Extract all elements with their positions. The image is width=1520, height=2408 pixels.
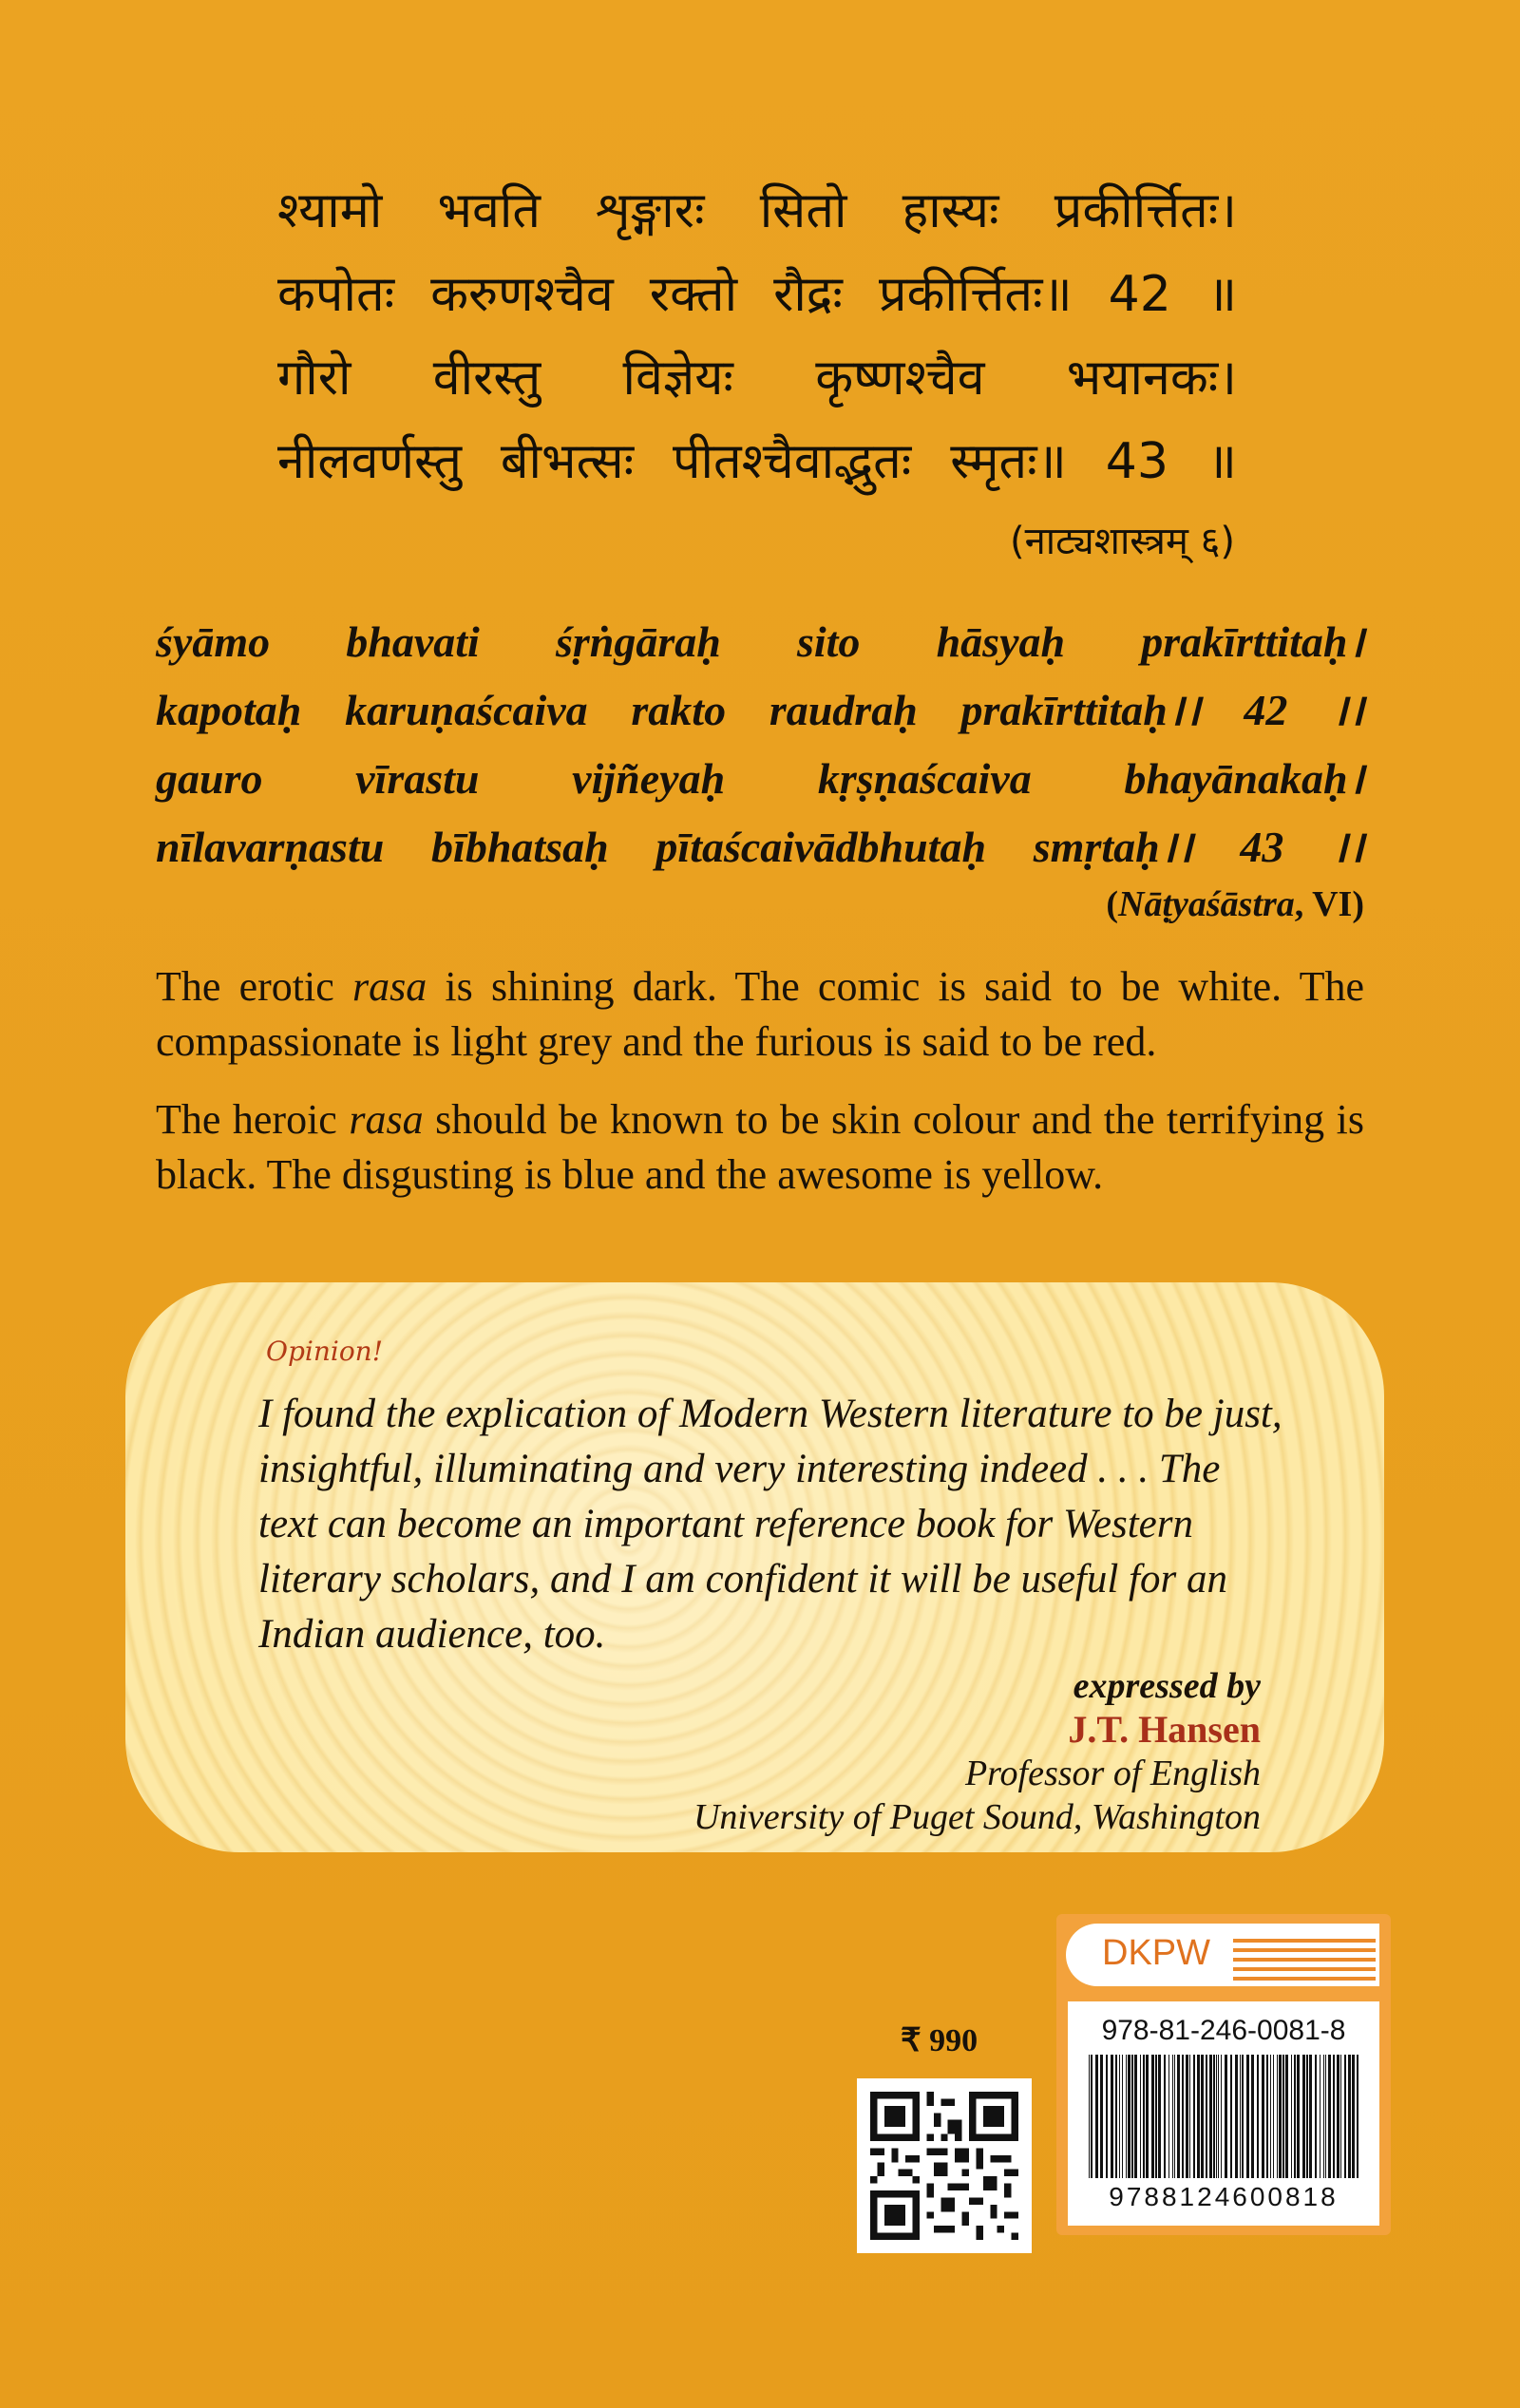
verse-line: gauro vīrastu vijñeyaḥ kṛṣṇaścaiva bhayānakaḥ। (156, 754, 1364, 803)
publisher-logo: DKPW (1102, 1933, 1210, 1973)
isbn-card (1068, 2001, 1379, 2226)
isbn-block (1056, 1914, 1391, 2235)
verse-line: नीलवर्णस्तु बीभत्सः पीतश्चैवाद्भुतः स्मृतः॥ 43 ॥ (277, 420, 1237, 503)
publisher-tab (1066, 1924, 1379, 1986)
barcode-digits: 9788124600818 (1109, 2182, 1339, 2211)
verse-line: kapotaḥ karuṇaścaiva rakto raudraḥ prakīrttitaḥ।। 42 ।। (156, 676, 1364, 745)
translation-paragraph: The erotic rasa is shining dark. The comic is said to be white. The compassionate is light grey and the furious is said to be red. (156, 963, 1364, 1065)
verse-number: 42 (1108, 266, 1171, 323)
opinion-quote: I found the explication of Modern Western literature to be just, insightful, illuminating and very interesting indeed . . . The text can become an important reference book for Western literary scholars, and I am confident it will be useful for an Indian audience, too. (258, 1392, 1282, 1657)
expressed-by: expressed by (1073, 1666, 1261, 1706)
sanskrit-verse-devanagari (277, 169, 1237, 503)
verse-number: 43 (1105, 433, 1168, 490)
publisher-lines (1233, 1939, 1376, 1986)
barcode-icon (1089, 2055, 1358, 2178)
devanagari-source: (नाट्यशास्त्रम् ६) (1009, 520, 1235, 563)
reviewer-institution: University of Puget Sound, Washington (693, 1797, 1261, 1837)
verse-line: कपोतः करुणश्चैव रक्तो रौद्रः प्रकीर्त्तितः॥ 42 ॥ (277, 253, 1237, 336)
verse-line: श्यामो भवति शृङ्गारः सितो हास्यः प्रकीर्त्तितः। (277, 182, 1237, 239)
reviewer-title: Professor of English (964, 1754, 1261, 1793)
romanized-source: (Nāṭyaśāstra, VI) (1106, 884, 1364, 924)
opinion-label: Opinion! (266, 1336, 383, 1367)
qr-code-graphic (870, 2092, 1018, 2240)
verse-line: nīlavarṇastu bībhatsaḥ pītaścaivādbhutaḥ smṛtaḥ।। 43 ।। (156, 813, 1364, 882)
price: ₹ 990 (901, 2023, 978, 2058)
reviewer-name: J.T. Hansen (1068, 1708, 1261, 1751)
verse-number: 43 (1240, 823, 1284, 871)
isbn-number: 978-81-246-0081-8 (1101, 2015, 1346, 2046)
opinion-panel (125, 1282, 1384, 1852)
qr-code-icon (857, 2078, 1032, 2253)
verse-line: गौरो वीरस्तु विज्ञेयः कृष्णश्चैव भयानकः। (277, 350, 1237, 407)
verse-number: 42 (1244, 686, 1288, 734)
quote-attribution (694, 1664, 1261, 1839)
translation-paragraph: The heroic rasa should be known to be skin colour and the terrifying is black. The disgusting is blue and the awesome is yellow. (156, 1096, 1365, 1198)
sanskrit-verse-romanized (156, 608, 1364, 882)
verse-line: śyāmo bhavati śṛṅgāraḥ sito hāsyaḥ prakīrttitaḥ। (156, 617, 1364, 666)
